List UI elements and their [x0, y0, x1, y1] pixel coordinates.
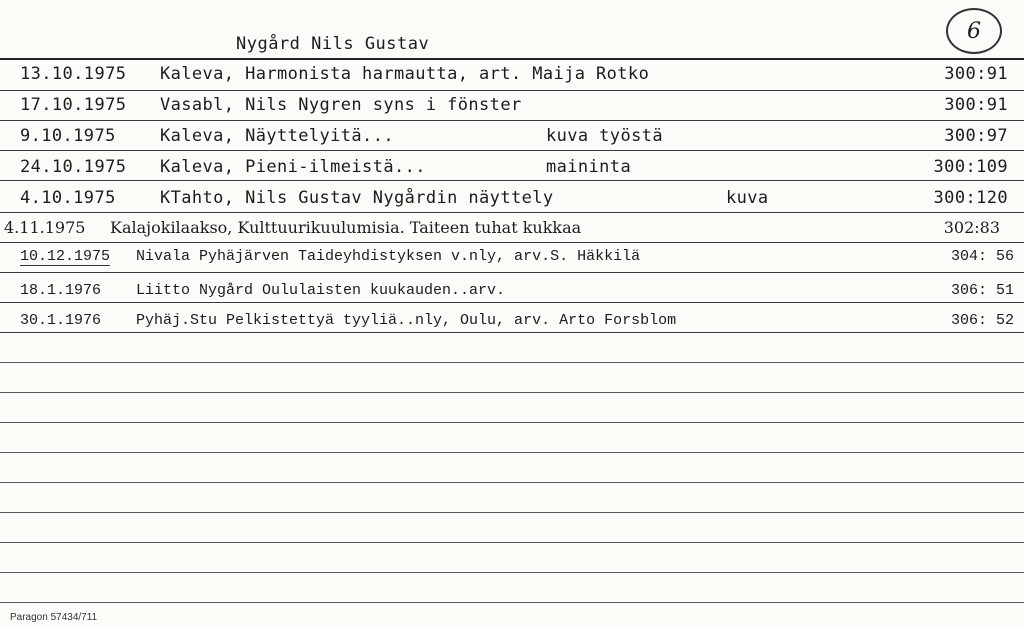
entry-text: KTahto, Nils Gustav Nygårdin näyttely [160, 188, 554, 208]
entry-text: Kaleva, Harmonista harmautta, art. Maija Rotko [160, 64, 650, 84]
ruled-line [0, 542, 1024, 543]
entry-text: Nivala Pyhäjärven Taideyhdistyksen v.nly, arv.S. Häkkilä [136, 248, 641, 265]
entry-ref: 300:109 [933, 157, 1008, 177]
ruled-line [0, 422, 1024, 423]
card-footer: Paragon 57434/711 [10, 612, 98, 623]
entry-ref: 302:83 [943, 218, 1000, 237]
ruled-line [0, 452, 1024, 453]
entry-note: kuva työstä [546, 126, 663, 146]
entry-row [0, 188, 1024, 216]
entry-date: 10.12.1975 [20, 248, 111, 265]
entry-ref: 300:97 [944, 126, 1008, 146]
ruled-line [0, 512, 1024, 513]
entry-text: Kaleva, Pieni-ilmeistä... [160, 157, 426, 177]
entry-date: 4.10.1975 [20, 188, 116, 208]
entry-date: 17.10.1975 [20, 95, 127, 115]
entry-row [0, 95, 1024, 123]
entry-date: 9.10.1975 [20, 126, 116, 146]
entry-row [0, 157, 1024, 185]
entry-date: 4.11.1975 [4, 218, 86, 237]
entry-text: Vasabl, Nils Nygren syns i fönster [160, 95, 522, 115]
ruled-line [0, 572, 1024, 573]
entry-row [0, 126, 1024, 154]
entry-ref: 300:120 [933, 188, 1008, 208]
card-number-circle [946, 8, 1002, 54]
entry-row [0, 312, 1024, 340]
entry-row [0, 248, 1024, 276]
entry-text: Pyhäj.Stu Pelkistettyä tyyliä..nly, Oulu, arv. Arto Forsblom [136, 312, 677, 329]
ruled-line [0, 602, 1024, 603]
entry-ref: 306: 52 [950, 312, 1014, 329]
entry-date: 30.1.1976 [20, 312, 102, 329]
ruled-line [0, 362, 1024, 363]
entry-note: maininta [546, 157, 632, 177]
entry-ref: 304: 56 [950, 248, 1014, 265]
entry-date: 24.10.1975 [20, 157, 127, 177]
header-rule [0, 58, 1024, 60]
entry-text: Liitto Nygård Oululaisten kuukauden..arv. [136, 282, 506, 299]
entry-ref: 306: 51 [950, 282, 1014, 299]
entry-ref: 300:91 [944, 95, 1008, 115]
entry-date: 18.1.1976 [20, 282, 102, 299]
entry-row [0, 64, 1024, 92]
entry-note: kuva [726, 188, 769, 208]
ruled-line [0, 392, 1024, 393]
entry-ref: 300:91 [944, 64, 1008, 84]
entry-text: Kalajokilaakso, Kulttuurikuulumisia. Taiteen tuhat kukkaa [110, 218, 582, 237]
card-title: Nygård Nils Gustav [236, 34, 430, 54]
card-number: 6 [967, 18, 981, 44]
entry-row [0, 282, 1024, 310]
entry-row [0, 218, 1024, 246]
entry-date: 13.10.1975 [20, 64, 127, 84]
ruled-line [0, 482, 1024, 483]
entry-text: Kaleva, Näyttelyitä... [160, 126, 394, 146]
